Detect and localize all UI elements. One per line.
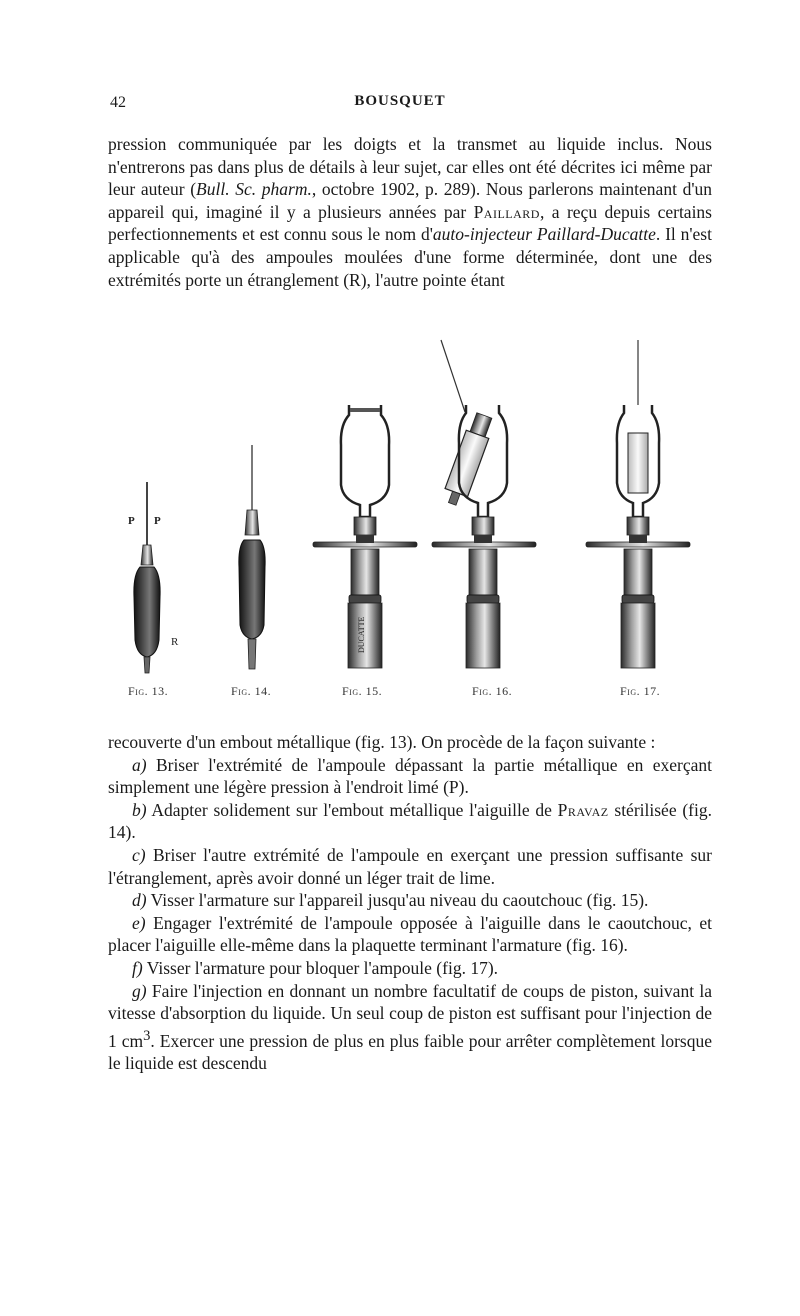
superscript: 3 <box>143 1027 151 1044</box>
step-letter: a) <box>132 754 147 775</box>
caption-fig-15: Fig. 15. <box>342 684 383 698</box>
step-text: stérilisée (fig. 14). <box>108 799 712 843</box>
caption-fig-14: Fig. 14. <box>231 684 272 698</box>
step-letter: d) <box>132 890 147 911</box>
step-e <box>108 912 712 957</box>
step-a <box>108 754 712 799</box>
step-letter: e) <box>132 912 146 933</box>
step-letter: c) <box>132 844 146 865</box>
step-letter: f) <box>132 957 143 978</box>
step-text: Visser l'armature pour bloquer l'ampoule (fig. 17). <box>142 957 499 978</box>
text-run: , octobre 1902, p. 289). Nous parlerons maintenant d'un appareil qui, imaginé il y a plusieurs années par <box>108 179 712 222</box>
step-g <box>108 980 712 1075</box>
step-text: Engager l'extrémité de l'ampoule opposée à l'aiguille dans le caoutchouc, et placer l'aiguille elle-même dans la plaquette terminant l'armature (fig. 16). <box>108 912 712 956</box>
page-number: 42 <box>110 94 126 111</box>
author-name: Pravaz <box>557 799 609 820</box>
step-text: Briser l'extrémité de l'ampoule dépassant la partie métallique en exerçant simplement une légère pression à l'endroit limé (P). <box>108 754 712 798</box>
fig-15-syringe <box>313 405 417 668</box>
label-p-right: P <box>154 515 161 527</box>
bibliographic-reference: Bull. Sc. pharm. <box>196 179 312 200</box>
caption-fig-16: Fig. 16. <box>472 684 513 698</box>
label-p-left: P <box>128 515 135 527</box>
step-text: . Exercer une pression de plus en plus faible pour arrêter complètement lorsque le liquide est descendu <box>108 1030 712 1074</box>
fig-13-ampoule <box>128 482 179 673</box>
figure-illustration <box>108 335 712 705</box>
step-c <box>108 844 712 889</box>
text-run: pression communiquée par les doigts et la transmet au liquide inclus. Nous n'entrerons pas dans plus de détails à leur sujet, car elles ont été décrites ici même par leur auteur ( <box>108 134 712 200</box>
step-letter: g) <box>132 980 147 1001</box>
fig-14-ampoule-needle <box>239 445 265 669</box>
text-run: . Il n'est applicable qu'à des ampoules moulées d'une forme déterminée, dont une des extrémités porte un étranglement (R), l'autre pointe étant <box>108 224 712 290</box>
label-r: R <box>171 636 179 648</box>
figure-plate <box>108 335 712 705</box>
step-letter: b) <box>132 799 147 820</box>
author-name: Paillard <box>473 201 540 222</box>
label-ducatte: DUCATTE <box>357 616 366 653</box>
step-d <box>108 889 712 912</box>
fig-17-syringe-locked <box>586 340 690 668</box>
caption-fig-17: Fig. 17. <box>620 684 661 698</box>
step-text: Briser l'autre extrémité de l'ampoule en exerçant une pression suffisante sur l'étranglement, après avoir donné un léger trait de lime. <box>108 844 712 888</box>
procedure-text <box>108 731 712 1075</box>
top-paragraph <box>108 133 712 291</box>
caption-fig-13: Fig. 13. <box>128 684 169 698</box>
device-name: auto-injecteur Paillard-Ducatte <box>432 224 656 245</box>
step-b <box>108 799 712 844</box>
step-f <box>108 957 712 980</box>
text-run: , a reçu depuis certains perfectionnements et est connu sous le nom d' <box>108 201 712 245</box>
step-text: Adapter solidement sur l'embout métallique l'aiguille de <box>146 799 558 820</box>
fig-16-syringe-loaded <box>432 340 536 668</box>
step-text: Faire l'injection en donnant un nombre facultatif de coups de piston, suivant la vitesse d'absorption du liquide. Un seul coup de piston est suffisant pour l'injection de 1 cm <box>108 980 712 1051</box>
step-text: Visser l'armature sur l'appareil jusqu'au niveau du caoutchouc (fig. 15). <box>146 890 649 911</box>
procedure-intro: recouverte d'un embout métallique (fig. 13). On procède de la façon suivante : <box>108 732 656 752</box>
running-title: BOUSQUET <box>354 93 446 109</box>
